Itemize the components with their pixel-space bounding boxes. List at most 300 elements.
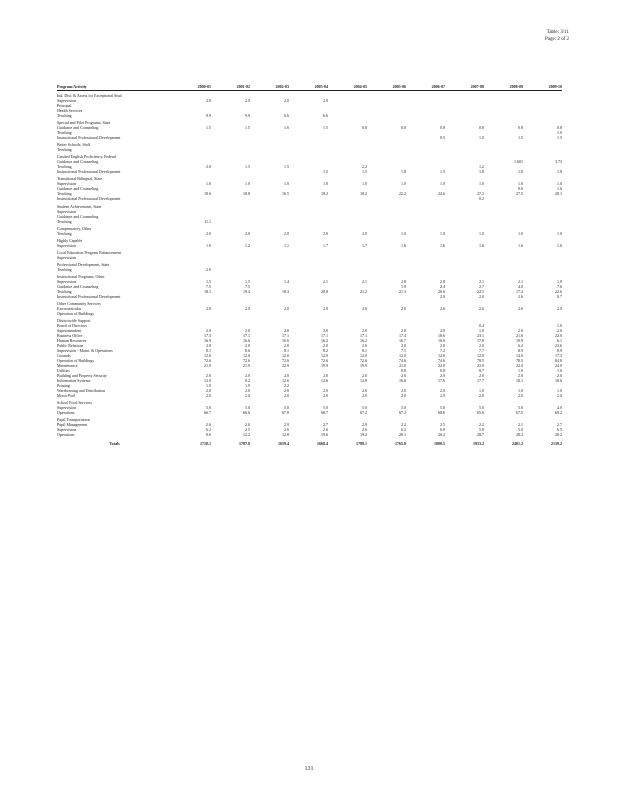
value-cell	[367, 272, 406, 279]
value-cell	[367, 299, 406, 306]
value-cell: 2.0	[245, 393, 250, 399]
value-cell: 2.0	[206, 388, 211, 394]
group-label: Student Achievement, State	[57, 203, 102, 209]
value-cell: 21.3	[399, 289, 406, 295]
staffing-table	[57, 80, 562, 446]
page-of-pages: Page: 2 of 2	[544, 37, 569, 42]
value-cell: 2.6	[206, 422, 211, 428]
value-cell	[172, 260, 211, 267]
value-cell: 2.0	[401, 328, 406, 334]
value-cell: 72.6	[321, 358, 328, 364]
value-cell: 2.0	[323, 230, 328, 236]
value-cell: 2.8	[440, 279, 445, 285]
value-cell	[406, 140, 445, 147]
row-label: Superintendent	[57, 328, 82, 334]
value-cell: 0.7	[479, 368, 484, 374]
value-cell: 16.6	[399, 378, 406, 384]
value-cell	[523, 248, 562, 255]
row-label: Instructional Professional Development	[57, 169, 121, 175]
row-label: Guidance and Counseling	[57, 125, 99, 131]
value-cell: 5.0	[479, 405, 484, 411]
value-cell	[250, 152, 289, 159]
value-cell: 12.0	[282, 353, 289, 359]
value-cell: 7.5	[245, 284, 250, 290]
value-cell: 2.0	[401, 343, 406, 349]
value-cell: 1.0	[401, 230, 406, 236]
value-cell: 3.73	[555, 159, 562, 165]
value-cell: 1.0	[557, 368, 562, 374]
group-label: Instructional Programs, Other	[57, 274, 105, 280]
value-cell: 2.0	[284, 393, 289, 399]
value-cell: 1.0	[440, 181, 445, 187]
value-cell: 2.0	[206, 98, 211, 104]
value-cell: 2.0	[557, 373, 562, 379]
group-heading-row	[57, 224, 562, 231]
value-cell	[250, 272, 289, 279]
value-cell: 2.0	[518, 328, 523, 334]
value-cell	[289, 316, 328, 323]
value-cell	[289, 201, 328, 208]
value-cell: 1.6	[557, 186, 562, 192]
value-cell	[211, 140, 250, 147]
row-label: Motor Pool	[57, 393, 76, 399]
value-cell	[445, 174, 484, 181]
value-cell	[367, 118, 406, 125]
value-cell: 4.0	[518, 284, 523, 290]
row-label: Supervision	[57, 242, 77, 248]
value-cell: 1659.4	[278, 441, 289, 447]
value-cell: 1.8	[518, 169, 523, 175]
value-cell: 8.1	[362, 348, 367, 354]
value-cell: 2.0	[206, 393, 211, 399]
value-cell	[406, 236, 445, 243]
row-label: Operation of Buildings	[57, 311, 94, 317]
value-cell: 2.7	[479, 284, 484, 290]
value-cell: 1.7	[323, 242, 328, 248]
value-cell: 1.0	[323, 181, 328, 187]
value-cell: 18.1	[516, 378, 523, 384]
value-cell: 5.0	[440, 405, 445, 411]
value-cell: 12.6	[282, 378, 289, 384]
row-label: Operation of Buildings	[57, 358, 94, 364]
value-cell	[172, 236, 211, 243]
value-cell: 6.2	[518, 343, 523, 349]
value-cell	[250, 299, 289, 306]
value-cell	[484, 316, 523, 323]
group-heading-row	[57, 201, 562, 208]
value-cell: 2.7	[323, 422, 328, 428]
value-cell	[172, 201, 211, 208]
value-cell: 1.6	[440, 242, 445, 248]
value-cell	[289, 260, 328, 267]
value-cell: 1.2	[245, 242, 250, 248]
value-cell: 2.0	[245, 328, 250, 334]
value-cell: 22.2	[399, 191, 406, 197]
value-cell: 2401.2	[512, 441, 523, 447]
row-label: Public Relations	[57, 343, 84, 349]
value-cell	[367, 140, 406, 147]
value-cell: 1.0	[479, 388, 484, 394]
value-cell: 1.9	[401, 284, 406, 290]
value-cell	[250, 91, 289, 99]
value-cell	[328, 248, 367, 255]
value-cell: 5.0	[518, 405, 523, 411]
value-cell: 19.4	[243, 289, 250, 295]
row-label: Supervision	[57, 254, 77, 260]
value-cell	[367, 398, 406, 405]
value-cell: 2.0	[206, 306, 211, 312]
value-cell	[328, 201, 367, 208]
row-label: Teaching	[57, 164, 72, 170]
value-cell: 2.0	[284, 343, 289, 349]
value-cell: 1.2	[479, 164, 484, 170]
value-cell: 2.0	[518, 393, 523, 399]
value-cell: 2.0	[479, 373, 484, 379]
value-cell: 2.0	[479, 393, 484, 399]
value-cell: 22.0	[555, 333, 562, 339]
value-cell	[523, 415, 562, 422]
value-cell: 1.0	[401, 181, 406, 187]
value-cell: 2.0	[323, 373, 328, 379]
value-cell	[484, 248, 523, 255]
value-cell: 2.0	[362, 393, 367, 399]
column-header-year: 2003-04	[289, 80, 328, 91]
value-cell: 0.8	[440, 125, 445, 131]
row-label: Supervision - Maint. & Operations	[57, 348, 113, 354]
value-cell: 6.8	[440, 427, 445, 433]
value-cell: 65.6	[477, 410, 484, 416]
value-cell	[289, 140, 328, 147]
value-cell: 12.8	[360, 378, 367, 384]
value-cell	[445, 91, 484, 99]
value-cell: 19.6	[321, 432, 328, 438]
value-cell: 2.0	[440, 343, 445, 349]
value-cell: 18.3	[282, 289, 289, 295]
value-cell	[250, 236, 289, 243]
value-cell	[211, 174, 250, 181]
value-cell	[445, 152, 484, 159]
group-heading-row	[57, 398, 562, 405]
value-cell: 22.6	[555, 289, 562, 295]
value-cell	[445, 398, 484, 405]
column-header-program: Program/Activity	[57, 80, 172, 91]
value-cell	[289, 152, 328, 159]
value-cell	[406, 260, 445, 267]
value-cell	[484, 140, 523, 147]
value-cell: 16.6	[438, 338, 445, 344]
value-cell: 1.0	[206, 181, 211, 187]
row-label: Board of Directors	[57, 323, 87, 329]
value-cell: 2.0	[440, 294, 445, 300]
value-cell	[328, 260, 367, 267]
value-cell: 2.2	[284, 383, 289, 389]
column-header-year: 2006-07	[406, 80, 445, 91]
value-cell: 1.9	[245, 383, 250, 389]
value-cell	[211, 91, 250, 99]
value-cell: 2.0	[362, 230, 367, 236]
value-cell: 2.0	[323, 388, 328, 394]
value-cell: 5.0	[206, 405, 211, 411]
value-cell: 1.9	[206, 383, 211, 389]
value-cell: 1.0	[479, 230, 484, 236]
column-header-year: 2008-09	[484, 80, 523, 91]
value-cell: 6.6	[323, 113, 328, 119]
value-cell: 24.6	[438, 191, 445, 197]
value-cell: 2.0	[362, 306, 367, 312]
value-cell: 28.1	[399, 432, 406, 438]
value-cell: 22.1	[477, 289, 484, 295]
value-cell: 8.2	[245, 378, 250, 384]
value-cell: 1.0	[518, 368, 523, 374]
column-header-year: 2009-10	[523, 80, 562, 91]
value-cell: 7.6	[557, 284, 562, 290]
value-cell: 22.0	[516, 363, 523, 369]
value-cell	[172, 118, 211, 125]
value-cell: 1.0	[479, 135, 484, 141]
value-cell: 1.4	[284, 279, 289, 285]
value-cell: 17.2	[516, 289, 523, 295]
value-cell: 69.2	[555, 410, 562, 416]
value-cell: 0.4	[479, 323, 484, 329]
value-cell	[484, 201, 523, 208]
group-heading-row	[57, 152, 562, 159]
value-cell: 2.0	[284, 306, 289, 312]
value-cell: 2.6	[323, 427, 328, 433]
value-cell: 26.2	[438, 432, 445, 438]
value-cell: 1.5	[245, 279, 250, 285]
group-label: Districtwide Support	[57, 318, 91, 324]
value-cell: 2.0	[245, 343, 250, 349]
value-cell: 18.6	[438, 333, 445, 339]
row-label: Operations	[57, 410, 75, 416]
value-cell: 1800.5	[434, 441, 445, 447]
value-cell: 2.2	[362, 164, 367, 170]
value-cell: 2.6	[518, 306, 523, 312]
value-cell: 2.7	[557, 422, 562, 428]
value-cell	[523, 174, 562, 181]
value-cell: 22.9	[282, 363, 289, 369]
row-label: Teaching	[57, 113, 72, 119]
group-heading-row	[57, 236, 562, 243]
value-cell: 1.1	[284, 242, 289, 248]
value-cell	[484, 152, 523, 159]
value-cell: 2.0	[284, 373, 289, 379]
value-cell	[367, 152, 406, 159]
value-cell	[211, 201, 250, 208]
value-cell: 9.9	[245, 113, 250, 119]
value-cell: 12.0	[360, 353, 367, 359]
value-cell: 84.8	[555, 358, 562, 364]
value-cell: 68.7	[321, 410, 328, 416]
value-cell: 2.0	[401, 373, 406, 379]
value-cell: 2.0	[479, 343, 484, 349]
value-cell: 6.5	[557, 427, 562, 433]
value-cell: 1.5	[206, 279, 211, 285]
value-cell: 2.0	[362, 328, 367, 334]
value-cell	[211, 224, 250, 231]
value-cell: 1.0	[518, 388, 523, 394]
value-cell: 2.0	[440, 373, 445, 379]
value-cell: 1765.8	[395, 441, 406, 447]
value-cell: 12.0	[321, 353, 328, 359]
value-cell	[289, 248, 328, 255]
value-cell	[445, 415, 484, 422]
group-heading-row	[57, 260, 562, 267]
value-cell	[289, 224, 328, 231]
value-cell	[523, 316, 562, 323]
value-cell: 7.2	[440, 348, 445, 354]
value-cell: 1.0	[518, 230, 523, 236]
value-cell: 27.5	[516, 191, 523, 197]
value-cell: 2.0	[323, 328, 328, 334]
value-cell	[289, 398, 328, 405]
row-label: Human Resources	[57, 338, 87, 344]
value-cell: 27.2	[477, 191, 484, 197]
value-cell	[484, 91, 523, 99]
row-label: Maintenance	[57, 363, 78, 369]
value-cell	[367, 224, 406, 231]
value-cell: 2.0	[206, 328, 211, 334]
value-cell	[211, 118, 250, 125]
value-cell: 16.5	[282, 191, 289, 197]
value-cell: 0.7	[557, 294, 562, 300]
column-header-year: 2007-08	[445, 80, 484, 91]
value-cell	[523, 299, 562, 306]
value-cell	[523, 118, 562, 125]
value-cell	[484, 415, 523, 422]
row-label: Supervision	[57, 427, 77, 433]
value-cell: 1.5	[323, 125, 328, 131]
row-label: Guidance and Counseling	[57, 186, 99, 192]
row-label: Teaching	[57, 230, 72, 236]
value-cell: 1.0	[440, 230, 445, 236]
value-cell	[328, 316, 367, 323]
value-cell: 7.1	[401, 348, 406, 354]
page-number: 131	[304, 766, 314, 772]
row-label: Grounds	[57, 353, 71, 359]
value-cell	[289, 272, 328, 279]
value-cell: 28.7	[477, 432, 484, 438]
value-cell	[367, 236, 406, 243]
row-label: Teaching	[57, 130, 72, 136]
row-label: Health Services	[57, 108, 83, 114]
value-cell: 1.0	[479, 328, 484, 334]
value-cell: 2.0	[401, 388, 406, 394]
value-cell: 0.8	[557, 125, 562, 131]
row-label: Teaching	[57, 147, 72, 153]
value-cell: 0.8	[362, 125, 367, 131]
value-cell	[523, 91, 562, 99]
value-cell: 2.6	[518, 294, 523, 300]
value-cell: 74.6	[399, 358, 406, 364]
value-cell: 67.8	[282, 410, 289, 416]
value-cell	[289, 236, 328, 243]
value-cell: 2.2	[479, 422, 484, 428]
value-cell: 1.5	[245, 125, 250, 131]
value-cell: 1.0	[557, 230, 562, 236]
value-cell: 2.6	[479, 306, 484, 312]
value-cell	[289, 299, 328, 306]
group-heading-row	[57, 415, 562, 422]
value-cell: 19.9	[360, 363, 367, 369]
value-cell: 16.2	[321, 338, 328, 344]
value-cell: 18.1	[204, 289, 211, 295]
value-cell: 1.0	[557, 130, 562, 136]
row-label: Instructional Professional Development	[57, 135, 121, 141]
value-cell: 2.2	[401, 422, 406, 428]
value-cell: 78.5	[516, 358, 523, 364]
value-cell: 2.0	[284, 328, 289, 334]
group-label: Compensatory, Other	[57, 225, 92, 231]
value-cell	[367, 415, 406, 422]
value-cell: 12.6	[321, 378, 328, 384]
value-cell	[250, 140, 289, 147]
value-cell: 2.0	[557, 306, 562, 312]
value-cell: 28.1	[555, 191, 562, 197]
row-label: Instructional Professional Development	[57, 294, 121, 300]
value-cell: 2.0	[401, 393, 406, 399]
value-cell: 12.0	[204, 353, 211, 359]
value-cell: 2.0	[284, 230, 289, 236]
value-cell	[211, 152, 250, 159]
value-cell: 17.3	[204, 333, 211, 339]
value-cell	[172, 91, 211, 99]
value-cell	[484, 398, 523, 405]
value-cell: 22.0	[438, 363, 445, 369]
value-cell	[367, 91, 406, 99]
value-cell: 1.6	[518, 242, 523, 248]
value-cell	[250, 201, 289, 208]
value-cell: 12.0	[438, 353, 445, 359]
row-label: Guidance and Counseling	[57, 284, 99, 290]
value-cell: 1.5	[206, 125, 211, 131]
value-cell: 2.9	[284, 422, 289, 428]
value-cell	[211, 316, 250, 323]
value-cell	[406, 316, 445, 323]
row-label: Extracurricular	[57, 306, 82, 312]
value-cell	[484, 272, 523, 279]
value-cell	[250, 260, 289, 267]
value-cell	[367, 248, 406, 255]
group-heading-row	[57, 316, 562, 323]
value-cell: 8.1	[206, 348, 211, 354]
value-cell: 2.0	[557, 393, 562, 399]
value-cell: 8.2	[323, 348, 328, 354]
value-cell	[406, 118, 445, 125]
value-cell	[367, 174, 406, 181]
value-cell: 6.6	[284, 113, 289, 119]
value-cell: 78.5	[477, 358, 484, 364]
value-cell: 1.5	[362, 169, 367, 175]
totals-row	[57, 437, 562, 446]
value-cell	[406, 174, 445, 181]
value-cell: 2.0	[518, 373, 523, 379]
table-header-row	[57, 80, 562, 91]
value-cell	[523, 140, 562, 147]
value-cell: 2.0	[245, 388, 250, 394]
value-cell: 19.9	[321, 363, 328, 369]
value-cell: 2.0	[323, 393, 328, 399]
value-cell: 0.8	[479, 125, 484, 131]
value-cell: 17.7	[477, 378, 484, 384]
value-cell	[406, 398, 445, 405]
value-cell: 2.0	[245, 306, 250, 312]
row-label: Teaching	[57, 289, 72, 295]
value-cell	[328, 236, 367, 243]
value-cell: 2.0	[245, 422, 250, 428]
value-cell: 17.6	[438, 378, 445, 384]
value-cell: 1.5	[557, 135, 562, 141]
